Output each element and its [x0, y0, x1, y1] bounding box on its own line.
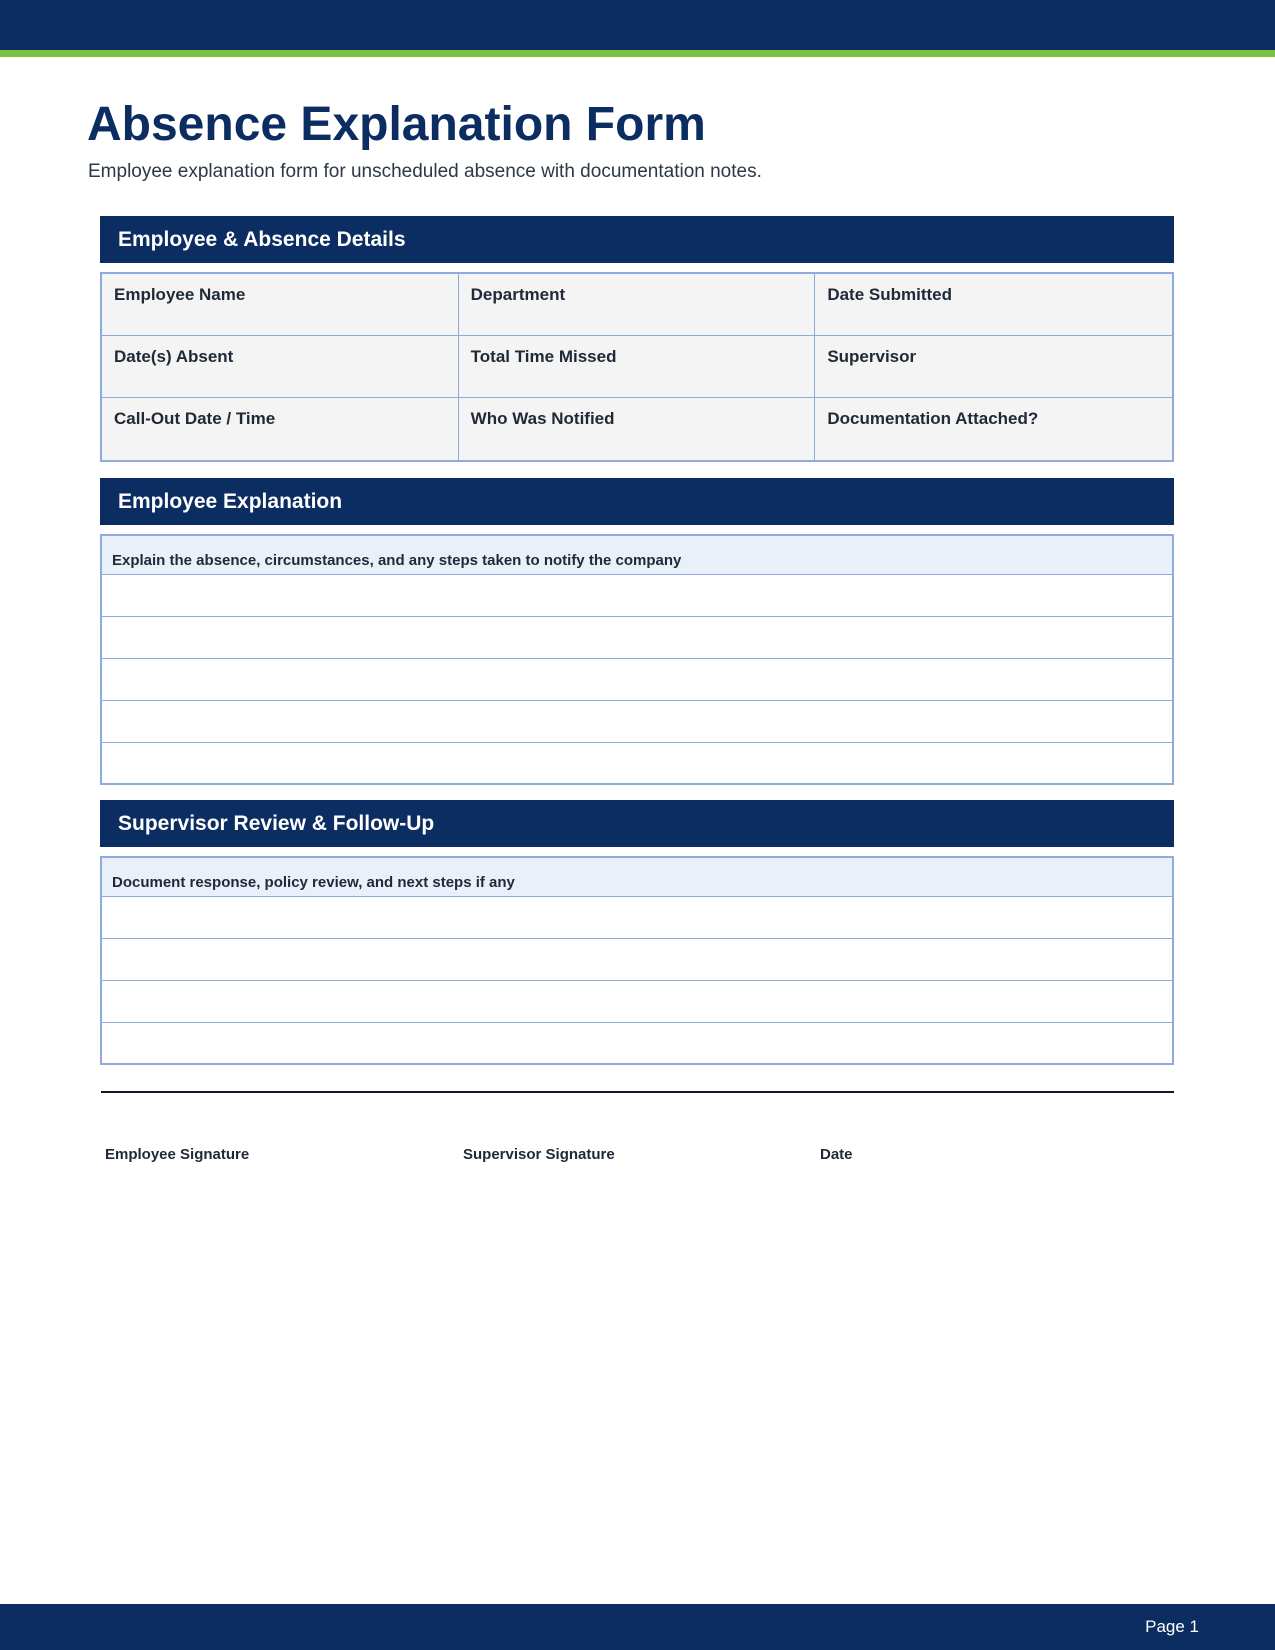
field-total-time-missed[interactable]: Total Time Missed	[459, 336, 816, 398]
explanation-prompt: Explain the absence, circumstances, and any steps taken to notify the company	[102, 536, 1172, 575]
review-box	[100, 856, 1174, 1065]
section-header-details: Employee & Absence Details	[100, 216, 1174, 263]
review-prompt: Document response, policy review, and next steps if any	[102, 858, 1172, 897]
employee-signature-label: Employee Signature	[105, 1146, 250, 1163]
review-line[interactable]	[102, 897, 1172, 939]
review-line[interactable]	[102, 939, 1172, 981]
field-department[interactable]: Department	[459, 274, 816, 336]
review-line[interactable]	[102, 1023, 1172, 1065]
explanation-line[interactable]	[102, 743, 1172, 785]
explanation-line[interactable]	[102, 701, 1172, 743]
explanation-line[interactable]	[102, 617, 1172, 659]
page-subtitle: Employee explanation form for unscheduled absence with documentation notes.	[88, 161, 762, 182]
explanation-box	[100, 534, 1174, 785]
page-number: Page 1	[1145, 1617, 1199, 1636]
explanation-line[interactable]	[102, 575, 1172, 617]
field-who-was-notified[interactable]: Who Was Notified	[459, 398, 816, 460]
signature-line[interactable]	[101, 1091, 1174, 1093]
signature-date-label: Date	[820, 1146, 853, 1163]
field-call-out-date-time[interactable]: Call-Out Date / Time	[102, 398, 459, 460]
supervisor-signature-label: Supervisor Signature	[463, 1146, 615, 1163]
header-accent-stripe	[0, 50, 1275, 57]
field-documentation-attached[interactable]: Documentation Attached?	[827, 409, 1039, 428]
review-line[interactable]	[102, 981, 1172, 1023]
footer-bar	[0, 1604, 1275, 1650]
details-grid	[100, 272, 1174, 462]
section-header-explanation: Employee Explanation	[100, 478, 1174, 525]
header-bar	[0, 0, 1275, 50]
field-supervisor[interactable]: Supervisor	[815, 336, 1172, 398]
field-employee-name[interactable]: Employee Name	[102, 274, 459, 336]
field-dates-absent[interactable]: Date(s) Absent	[102, 336, 459, 398]
field-date-submitted[interactable]: Date Submitted	[815, 274, 1172, 336]
page-title: Absence Explanation Form	[87, 98, 706, 151]
section-header-review: Supervisor Review & Follow-Up	[100, 800, 1174, 847]
explanation-line[interactable]	[102, 659, 1172, 701]
